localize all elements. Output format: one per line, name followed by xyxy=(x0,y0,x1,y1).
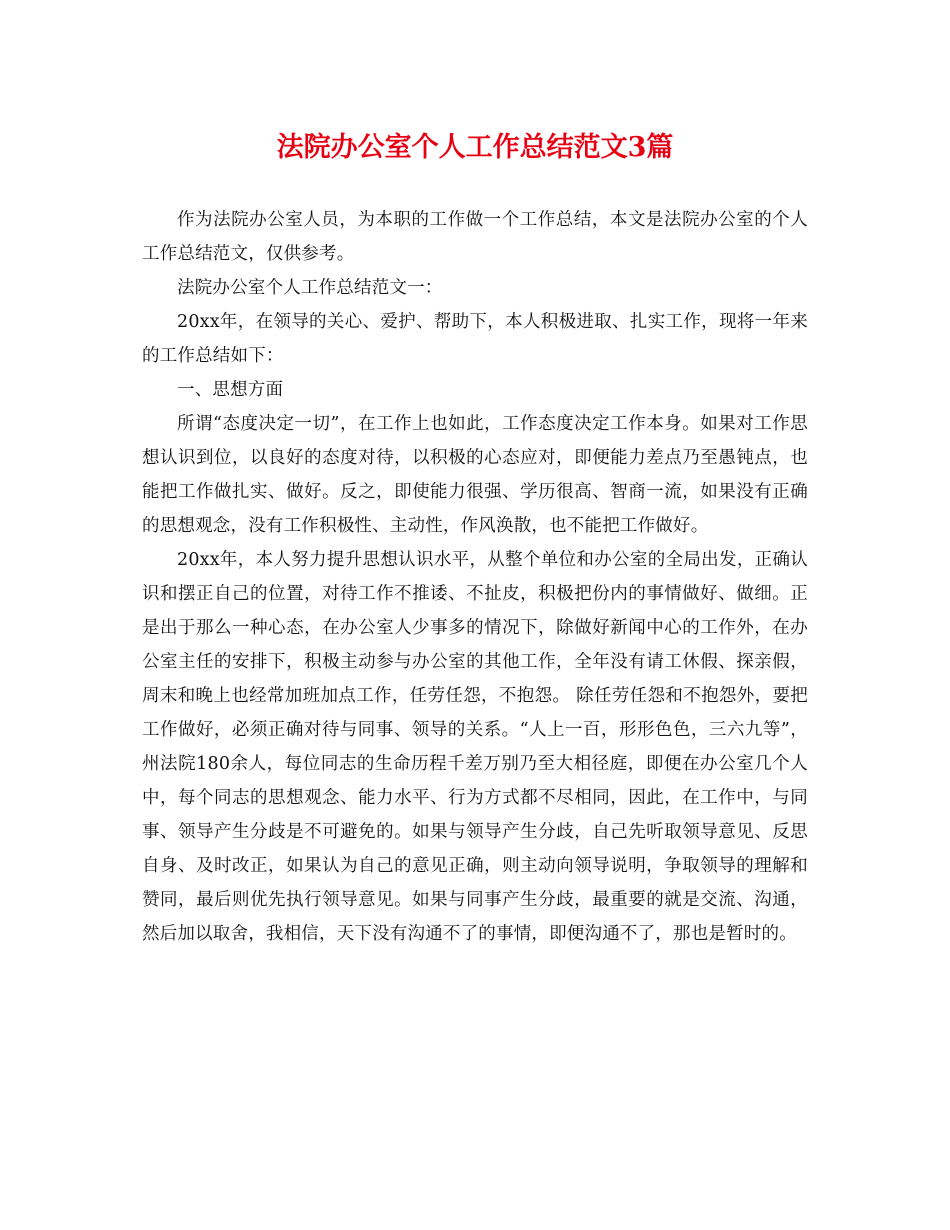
paragraph-opening: 20xx年，在领导的关心、爱护、帮助下，本人积极进取、扎实工作，现将一年来的工作总结如下： xyxy=(142,312,808,366)
document-body xyxy=(142,203,808,951)
document-title: 法院办公室个人工作总结范文3篇 xyxy=(276,132,674,163)
paragraph-subheading: 一、思想方面 xyxy=(177,380,284,400)
paragraph-work-review: 20xx年，本人努力提升思想认识水平，从整个单位和办公室的全局出发，正确认识和摆正自己的位置，对待工作不推诿、不扯皮，积极把份内的事情做好、做细。正是出于那么一种心态，在办公室人少事多的情况下，除做好新闻中心的工作外，在办公室主任的安排下，积极主动参与办公室的其他工作，全年没有请工休假、探亲假，周末和晚上也经常加班加点工作，任劳任怨，不抱怨。 除任劳任怨和不抱怨外，要把工作做好，必须正确对待与同事、领导的关系。“人上一百，形形色色，三六九等”，州法院180余人，每位同志的生命历程千差万别乃至大相径庭，即便在办公室几个人中，每个同志的思想观念、能力水平、行为方式都不尽相同，因此，在工作中，与同事、领导产生分歧是不可避免的。如果与领导产生分歧，自己先听取领导意见、反思自身、及时改正，如果认为自己的意见正确，则主动向领导说明，争取领导的理解和赞同，最后则优先执行领导意见。如果与同事产生分歧，最重要的就是交流、沟通，然后加以取舍，我相信，天下没有沟通不了的事情，即便沟通不了，那也是暂时的。 xyxy=(142,550,808,944)
paragraph-intro: 作为法院办公室人员，为本职的工作做一个工作总结，本文是法院办公室的个人工作总结范文，仅供参考。 xyxy=(142,210,808,264)
paragraph-attitude: 所谓“态度决定一切”，在工作上也如此，工作态度决定工作本身。如果对工作思想认识到位，以良好的态度对待，以积极的心态应对，即便能力差点乃至愚钝点，也能把工作做扎实、做好。反之，即使能力很强、学历很高、智商一流，如果没有正确的思想观念，没有工作积极性、主动性，作风涣散，也不能把工作做好。 xyxy=(142,414,808,536)
paragraph-section-heading: 法院办公室个人工作总结范文一： xyxy=(177,278,443,298)
